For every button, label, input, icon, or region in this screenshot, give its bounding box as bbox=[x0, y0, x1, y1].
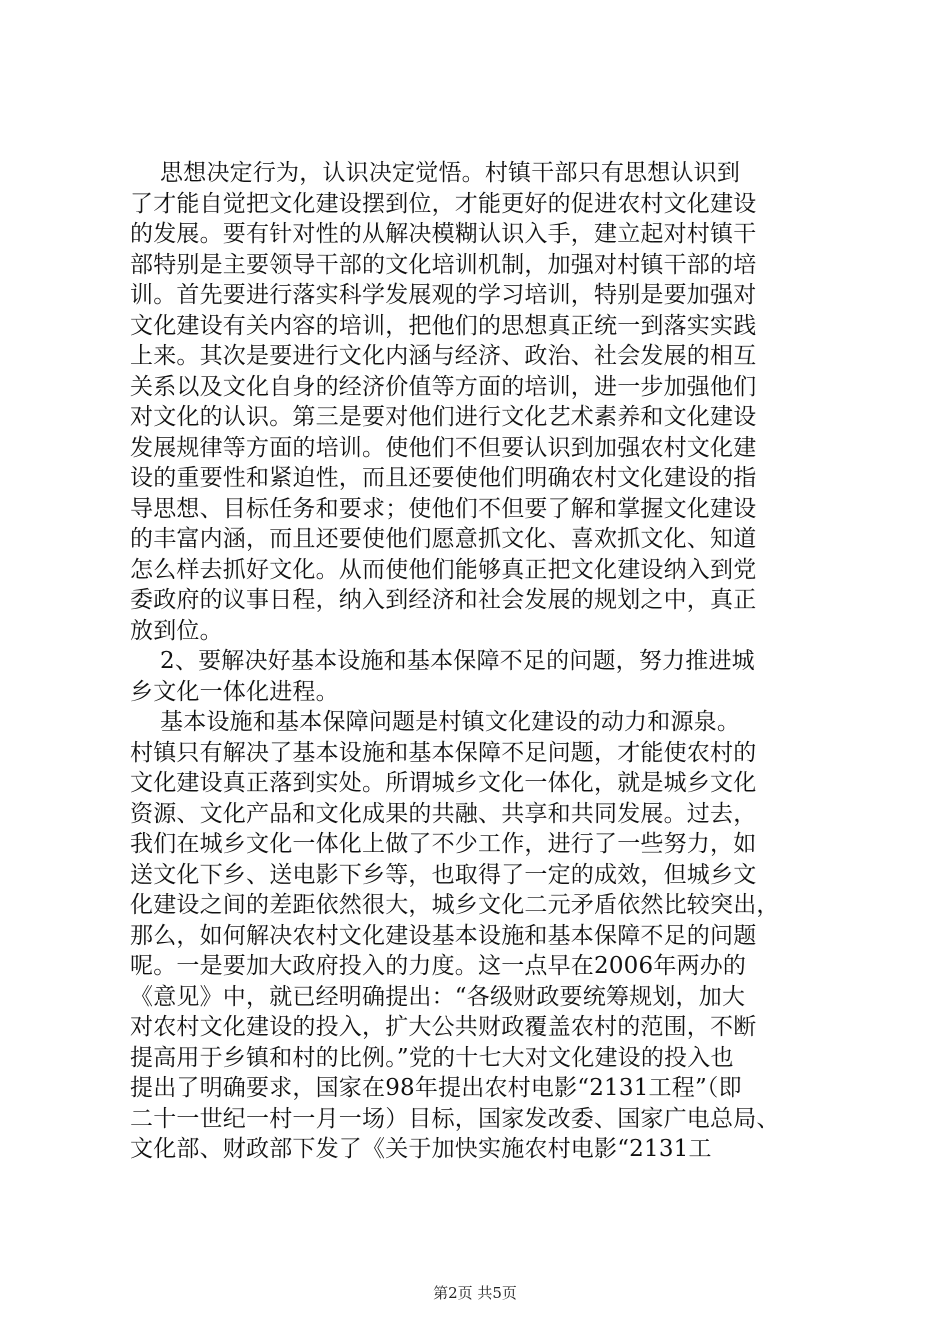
text-line: 放到位。 bbox=[130, 617, 223, 644]
text-line: 送文化下乡、送电影下乡等，也取得了一定的成效，但城乡文 bbox=[130, 861, 757, 888]
text-line: 村镇只有解决了基本设施和基本保障不足问题，才能使农村的 bbox=[130, 739, 757, 766]
text-line: 的丰富内涵，而且还要使他们愿意抓文化、喜欢抓文化、知道 bbox=[130, 526, 757, 552]
text-line: 对农村文化建设的投入，扩大公共财政覆盖农村的范围，不断 bbox=[130, 1014, 757, 1040]
text-line: 文化建设真正落到实处。所谓城乡文化一体化，就是城乡文化 bbox=[130, 770, 757, 796]
text-line: 怎么样去抓好文化。从而使他们能够真正把文化建设纳入到党 bbox=[130, 556, 757, 583]
text-line: 委政府的议事日程，纳入到经济和社会发展的规划之中，真正 bbox=[130, 587, 757, 613]
text-line: 上来。其次是要进行文化内涵与经济、政治、社会发展的相互 bbox=[130, 343, 757, 369]
text-line: 思想决定行为，认识决定觉悟。村镇干部只有思想认识到 bbox=[130, 160, 741, 186]
text-line: 提高用于乡镇和村的比例。”党的十七大对文化建设的投入也 bbox=[130, 1044, 734, 1071]
text-line: 化建设之间的差距依然很大，城乡文化二元矛盾依然比较突出， bbox=[130, 892, 780, 918]
text-line: 那么，如何解决农村文化建设基本设施和基本保障不足的问题 bbox=[130, 922, 757, 949]
text-line: 对文化的认识。第三是要对他们进行文化艺术素养和文化建设 bbox=[130, 404, 757, 430]
text-line: 的发展。要有针对性的从解决模糊认识入手，建立起对村镇干 bbox=[130, 221, 757, 247]
text-line: 关系以及文化自身的经济价值等方面的培训，进一步加强他们 bbox=[130, 373, 757, 400]
text-line: 发展规律等方面的培训。使他们不但要认识到加强农村文化建 bbox=[130, 434, 757, 461]
text-line: 部特别是主要领导干部的文化培训机制，加强对村镇干部的培 bbox=[130, 251, 757, 278]
text-line: 设的重要性和紧迫性，而且还要使他们明确农村文化建设的指 bbox=[130, 465, 757, 491]
body-text bbox=[130, 158, 830, 1165]
text-line: 我们在城乡文化一体化上做了不少工作，进行了一些努力，如 bbox=[130, 831, 757, 857]
text-line: 提出了明确要求，国家在98年提出农村电影“2131工程”（即 bbox=[130, 1075, 742, 1101]
text-line: 文化部、财政部下发了《关于加快实施农村电影“2131工 bbox=[130, 1136, 712, 1162]
page-footer: 第2页 共5页 bbox=[433, 1284, 517, 1302]
text-line: 《意见》中，就已经明确提出：“各级财政要统筹规划，加大 bbox=[130, 983, 746, 1010]
text-line: 训。首先要进行落实科学发展观的学习培训，特别是要加强对 bbox=[130, 282, 757, 308]
text-line: 文化建设有关内容的培训，把他们的思想真正统一到落实实践 bbox=[130, 312, 757, 339]
text-line: 呢。一是要加大政府投入的力度。这一点早在2006年两办的 bbox=[130, 953, 747, 979]
text-line: 资源、文化产品和文化成果的共融、共享和共同发展。过去， bbox=[130, 800, 757, 827]
text-line: 了才能自觉把文化建设摆到位，才能更好的促进农村文化建设 bbox=[130, 190, 757, 217]
text-line: 乡文化一体化进程。 bbox=[130, 678, 339, 705]
text-line: 2、要解决好基本设施和基本保障不足的问题，努力推进城 bbox=[130, 648, 755, 674]
text-line: 基本设施和基本保障问题是村镇文化建设的动力和源泉。 bbox=[130, 709, 741, 735]
text-line: 导思想、目标任务和要求；使他们不但要了解和掌握文化建设 bbox=[130, 495, 757, 522]
text-line: 二十一世纪一村一月一场）目标，国家发改委、国家广电总局、 bbox=[130, 1105, 780, 1132]
